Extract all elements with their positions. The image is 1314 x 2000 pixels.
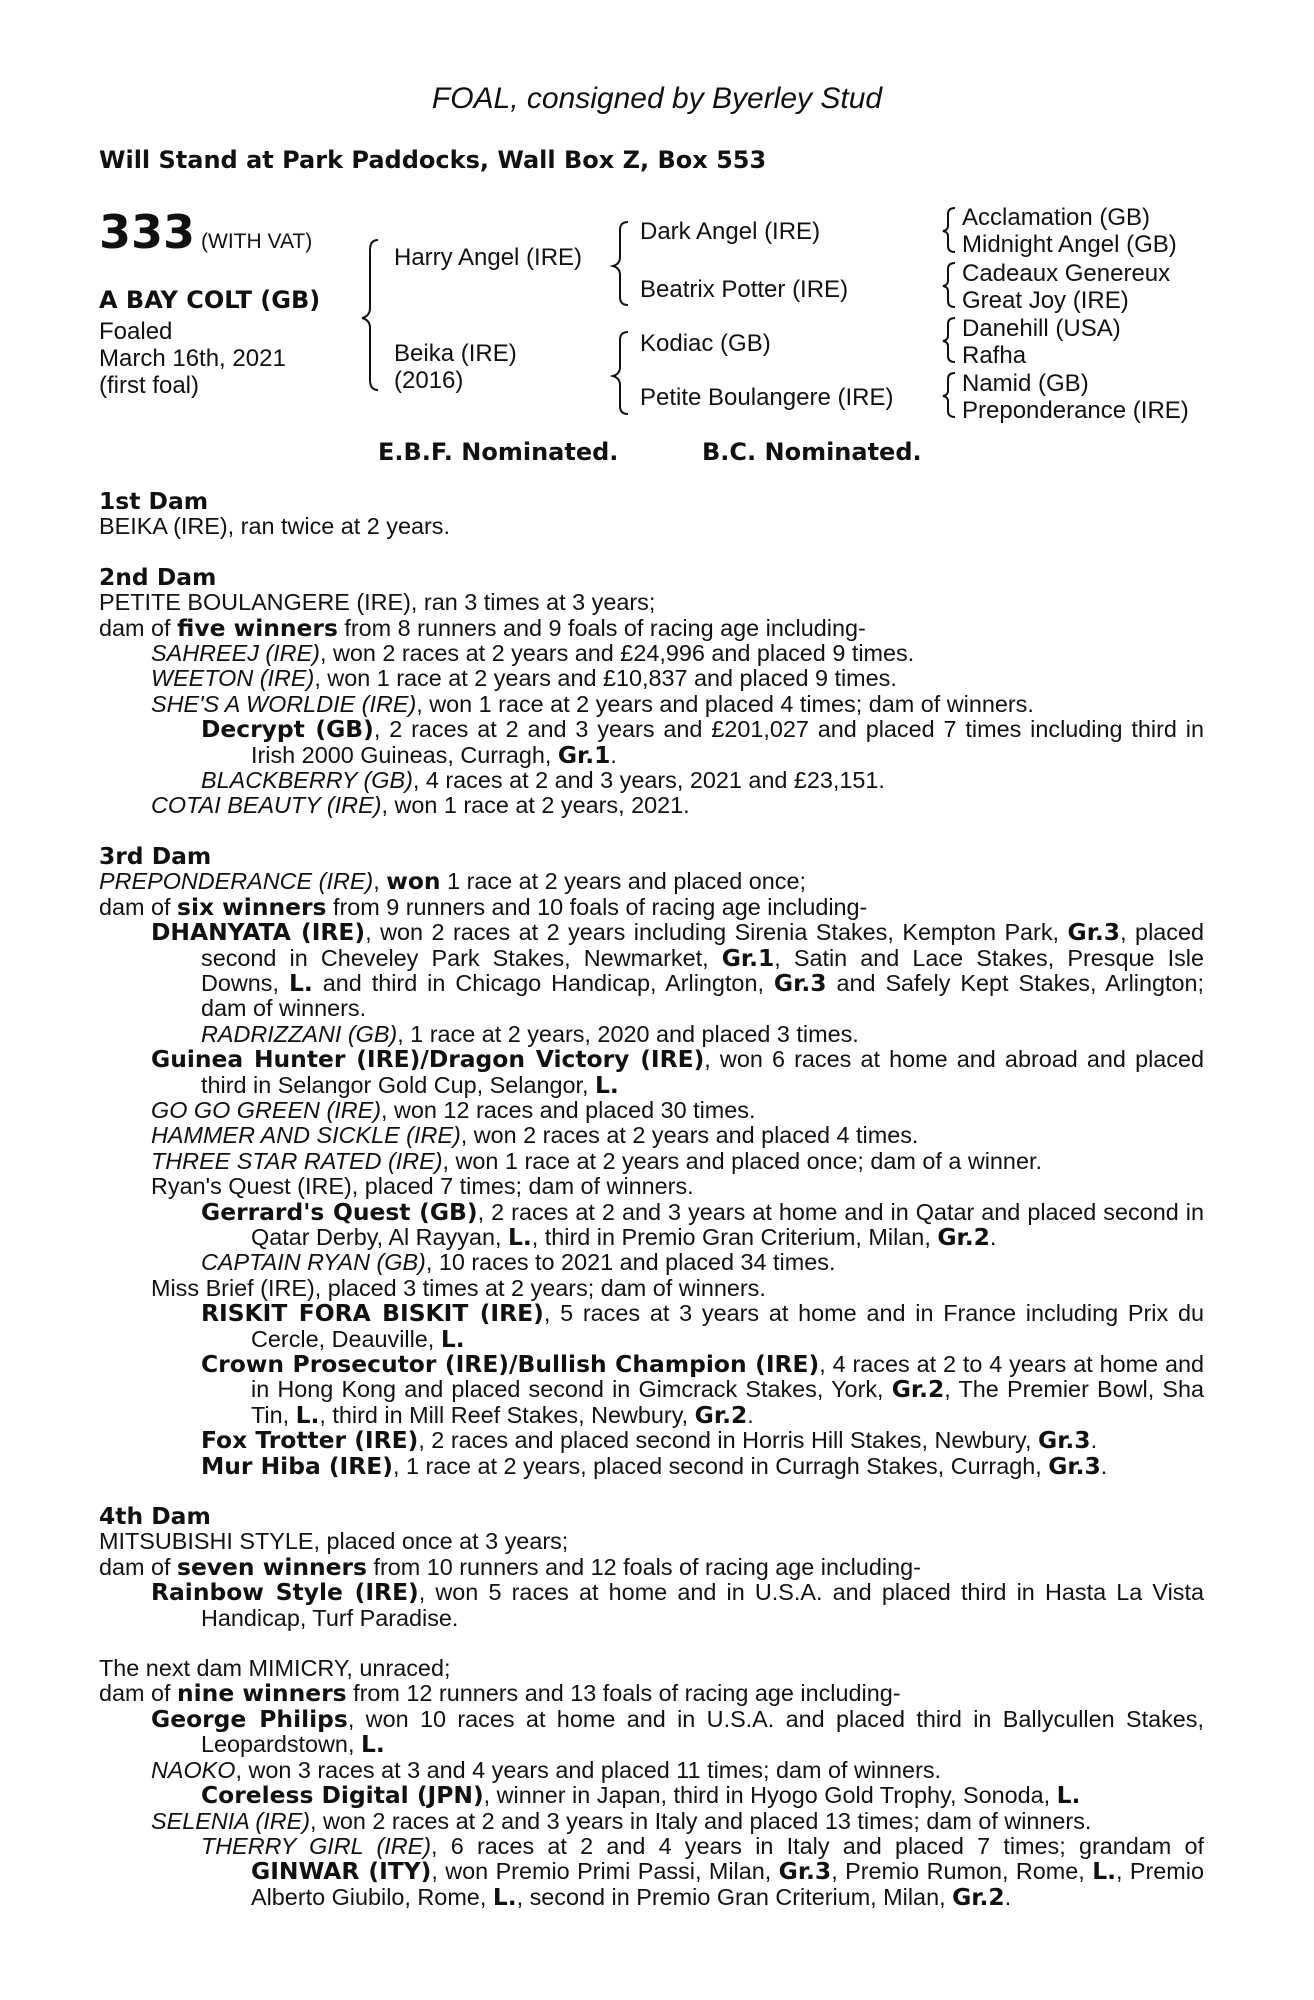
list-item: Rainbow Style (IRE), won 5 races at home and in U.S.A. and placed third in Hasta La Vista Handicap, Turf Paradise. bbox=[151, 1578, 1204, 1631]
fourth-dam-summary: dam of seven winners from 10 runners and 12 foals of racing age including- bbox=[99, 1552, 921, 1581]
pedigree-dam-year: (2016) bbox=[394, 367, 464, 394]
list-item: Mur Hiba (IRE), 1 race at 2 years, placed second in Curragh Stakes, Curragh, Gr.3. bbox=[201, 1451, 1108, 1480]
third-dam-line: PREPONDERANCE (IRE), won 1 race at 2 years and placed once; bbox=[99, 867, 806, 896]
catalogue-body bbox=[99, 489, 1204, 1910]
pedigree-sire: Harry Angel (IRE) bbox=[394, 244, 583, 271]
lot-number-value: 333 bbox=[99, 205, 196, 259]
list-item: DHANYATA (IRE), won 2 races at 2 years including Sirenia Stakes, Kempton Park, Gr.3, placed second in Cheveley Park Stakes, Newmarket, Gr.1, Satin and Lace Stakes, Presque Isle Downs, L. and third in Chicago Handicap, Arlington, Gr.3 and Safely Kept Stakes, Arlington; dam of winners. bbox=[151, 918, 1204, 1022]
list-item: BLACKBERRY (GB), 4 races at 2 and 3 years, 2021 and £23,151. bbox=[201, 767, 885, 794]
foal-note: (first foal) bbox=[99, 372, 200, 399]
list-item: Decrypt (GB), 2 races at 2 and 3 years and £201,027 and placed 7 times including third in Irish 2000 Guineas, Curragh, Gr.1. bbox=[201, 715, 1205, 769]
list-item: SHE'S A WORLDIE (IRE), won 1 race at 2 years and placed 4 times; dam of winners. bbox=[151, 690, 1034, 717]
third-dam-summary: dam of six winners from 9 runners and 10 foals of racing age including- bbox=[99, 892, 868, 921]
list-item: RADRIZZANI (GB), 1 race at 2 years, 2020 and placed 3 times. bbox=[201, 1020, 859, 1047]
pedigree-gen3-8: Preponderance (IRE) bbox=[962, 397, 1189, 424]
bc-nominated: B.C. Nominated. bbox=[702, 438, 922, 466]
pedigree-dam bbox=[394, 340, 517, 394]
list-item: HAMMER AND SICKLE (IRE), won 2 races at 2 years and placed 4 times. bbox=[151, 1122, 919, 1149]
list-item: Gerrard's Quest (GB), 2 races at 2 and 3 years at home and in Qatar and placed second in Qatar Derby, Al Rayyan, L., third in Premio Gran Criterium, Milan, Gr.2. bbox=[201, 1197, 1204, 1251]
pedigree-gen3-2: Midnight Angel (GB) bbox=[962, 231, 1177, 258]
pedigree-sire-sire: Dark Angel (IRE) bbox=[640, 218, 821, 245]
second-dam-line: PETITE BOULANGERE (IRE), ran 3 times at 3 years; bbox=[99, 589, 656, 616]
list-item: Guinea Hunter (IRE)/Dragon Victory (IRE), won 6 races at home and abroad and placed third in Selangor Gold Cup, Selangor, L. bbox=[151, 1045, 1205, 1099]
lot-description: A BAY COLT (GB) bbox=[99, 286, 321, 314]
pedigree-dam-sire: Kodiac (GB) bbox=[640, 330, 771, 357]
foaled-label: Foaled bbox=[99, 318, 173, 345]
list-item: Miss Brief (IRE), placed 3 times at 2 years; dam of winners. bbox=[151, 1274, 766, 1301]
fourth-dam-line: MITSUBISHI STYLE, placed once at 3 years; bbox=[99, 1528, 569, 1555]
list-item: Coreless Digital (JPN), winner in Japan, third in Hyogo Gold Trophy, Sonoda, L. bbox=[201, 1781, 1081, 1810]
pedigree-sire-dam: Beatrix Potter (IRE) bbox=[640, 276, 849, 303]
vat-note: (WITH VAT) bbox=[201, 230, 313, 253]
list-item: Ryan's Quest (IRE), placed 7 times; dam of winners. bbox=[151, 1173, 694, 1200]
pedigree-gen3-6: Rafha bbox=[962, 342, 1027, 369]
first-dam-text: BEIKA (IRE), ran twice at 2 years. bbox=[99, 513, 450, 540]
list-item: THREE STAR RATED (IRE), won 1 race at 2 years and placed once; dam of a winner. bbox=[151, 1147, 1042, 1174]
pedigree-dam-name: Beika (IRE) bbox=[394, 340, 517, 367]
list-item: SELENIA (IRE), won 2 races at 2 and 3 years in Italy and placed 13 times; dam of winners. bbox=[151, 1807, 1092, 1834]
list-item: COTAI BEAUTY (IRE), won 1 race at 2 years, 2021. bbox=[151, 792, 690, 819]
list-item: George Philips, won 10 races at home and in U.S.A. and placed third in Ballycullen Stakes, Leopardstown, L. bbox=[151, 1704, 1204, 1759]
list-item: GO GO GREEN (IRE), won 12 races and placed 30 times. bbox=[151, 1096, 756, 1123]
third-dam-heading: 3rd Dam bbox=[99, 841, 212, 870]
list-item: CAPTAIN RYAN (GB), 10 races to 2021 and placed 34 times. bbox=[201, 1249, 836, 1276]
foaled-date: March 16th, 2021 bbox=[99, 345, 286, 372]
list-item: NAOKO, won 3 races at 3 and 4 years and placed 11 times; dam of winners. bbox=[151, 1756, 942, 1783]
pedigree-gen3-4: Great Joy (IRE) bbox=[962, 287, 1129, 314]
list-item: Crown Prosecutor (IRE)/Bullish Champion (IRE), 4 races at 2 to 4 years at home and in Hong Kong and placed second in Gimcrack Stakes, York, Gr.2, The Premier Bowl, Sha Tin, L., third in Mill Reef Stakes, Newbury, Gr.2. bbox=[201, 1350, 1205, 1429]
pedigree-gen3-5: Danehill (USA) bbox=[962, 315, 1121, 342]
stand-location: Will Stand at Park Paddocks, Wall Box Z, Box 553 bbox=[99, 146, 767, 174]
second-dam-summary: dam of five winners from 8 runners and 9 foals of racing age including- bbox=[99, 613, 866, 642]
pedigree-gen3-3: Cadeaux Genereux bbox=[962, 260, 1171, 287]
first-dam-heading: 1st Dam bbox=[99, 487, 209, 515]
next-dam-line: The next dam MIMICRY, unraced; bbox=[99, 1655, 451, 1682]
fourth-dam-heading: 4th Dam bbox=[99, 1502, 211, 1531]
ebf-nominated: E.B.F. Nominated. bbox=[378, 438, 619, 466]
list-item: RISKIT FORA BISKIT (IRE), 5 races at 3 years at home and in France including Prix du Cercle, Deauville, L. bbox=[201, 1299, 1204, 1353]
list-item: SAHREEJ (IRE), won 2 races at 2 years and £24,996 and placed 9 times. bbox=[151, 640, 915, 667]
list-item: WEETON (IRE), won 1 race at 2 years and £10,837 and placed 9 times. bbox=[151, 665, 897, 692]
list-item: THERRY GIRL (IRE), 6 races at 2 and 4 years in Italy and placed 7 times; grandam of GINWAR (ITY), won Premio Primi Passi, Milan, Gr.3, Premio Rumon, Rome, L., Premio Alberto Giubilo, Rome, L., second in Premio Gran Criterium, Milan, Gr.2. bbox=[201, 1832, 1204, 1911]
pedigree-dam-dam: Petite Boulangere (IRE) bbox=[640, 384, 894, 411]
list-item: Fox Trotter (IRE), 2 races and placed second in Horris Hill Stakes, Newbury, Gr.3. bbox=[201, 1426, 1098, 1455]
second-dam-heading: 2nd Dam bbox=[99, 562, 217, 591]
pedigree-gen3-7: Namid (GB) bbox=[962, 370, 1089, 397]
next-dam-summary: dam of nine winners from 12 runners and 13 foals of racing age including- bbox=[99, 1679, 901, 1708]
page-title: FOAL, consigned by Byerley Stud bbox=[431, 82, 883, 115]
pedigree-gen3-1: Acclamation (GB) bbox=[962, 204, 1151, 231]
